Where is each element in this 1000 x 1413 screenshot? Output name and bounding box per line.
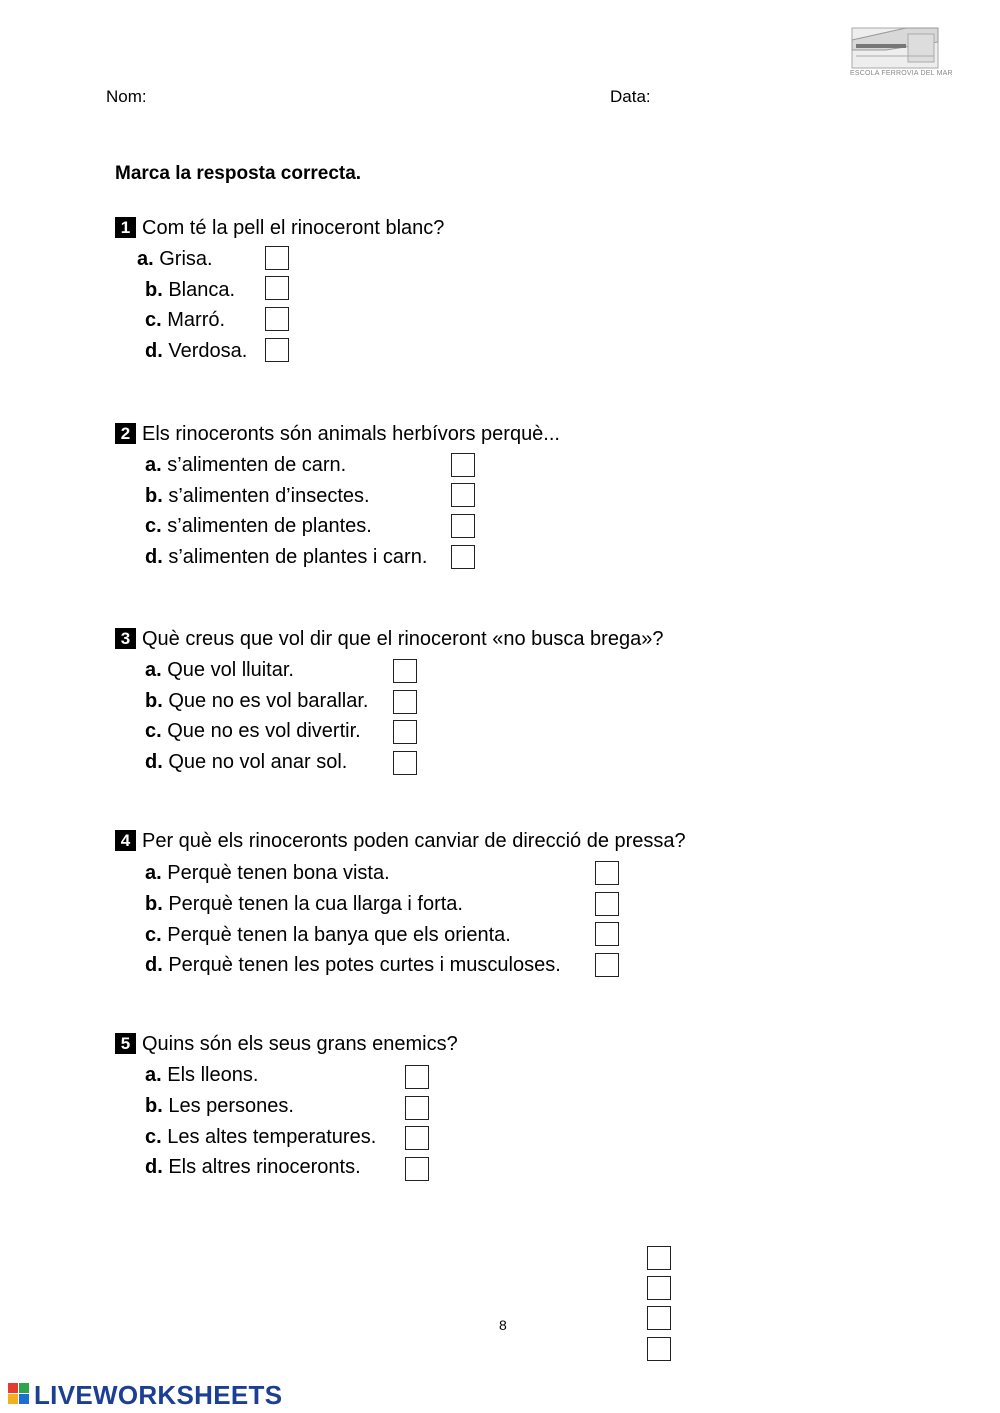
- option-3b: b. Que no es vol barallar.: [145, 690, 369, 712]
- option-2d: d. s’alimenten de plantes i carn.: [145, 546, 428, 568]
- checkbox-5c[interactable]: [405, 1126, 429, 1150]
- option-5d: d. Els altres rinoceronts.: [145, 1156, 361, 1178]
- checkbox-4d[interactable]: [595, 953, 619, 977]
- question-text: Els rinoceronts són animals herbívors perquè...: [142, 423, 560, 445]
- extra-checkbox-2[interactable]: [647, 1276, 671, 1300]
- checkbox-4b[interactable]: [595, 892, 619, 916]
- option-3c: c. Que no es vol divertir.: [145, 720, 361, 742]
- checkbox-3b[interactable]: [393, 690, 417, 714]
- checkbox-1c[interactable]: [265, 307, 289, 331]
- option-3d: d. Que no vol anar sol.: [145, 751, 348, 773]
- liveworksheets-brand: LIVEWORKSHEETS: [34, 1379, 283, 1410]
- checkbox-5b[interactable]: [405, 1096, 429, 1120]
- question-text: Com té la pell el rinoceront blanc?: [142, 217, 445, 239]
- checkbox-2b[interactable]: [451, 483, 475, 507]
- option-4b: b. Perquè tenen la cua llarga i forta.: [145, 893, 463, 915]
- question-number: 2: [115, 423, 136, 444]
- checkbox-5d[interactable]: [405, 1157, 429, 1181]
- date-label: Data:: [610, 87, 651, 106]
- question-text: Quins són els seus grans enemics?: [142, 1033, 458, 1055]
- option-4d: d. Perquè tenen les potes curtes i musculoses.: [145, 954, 561, 976]
- question-3: [115, 628, 663, 651]
- extra-checkbox-1[interactable]: [647, 1246, 671, 1270]
- option-4a: a. Perquè tenen bona vista.: [145, 862, 390, 884]
- option-2c: c. s’alimenten de plantes.: [145, 515, 372, 537]
- question-number: 5: [115, 1033, 136, 1054]
- option-1c: c. Marró.: [145, 309, 226, 331]
- question-number: 3: [115, 628, 136, 649]
- checkbox-4a[interactable]: [595, 861, 619, 885]
- question-text: Per què els rinoceronts poden canviar de direcció de pressa?: [142, 830, 686, 852]
- instruction: Marca la resposta correcta.: [115, 163, 362, 184]
- logo-caption: ESCOLA FERROVIA DEL MAR: [850, 70, 953, 77]
- checkbox-4c[interactable]: [595, 922, 619, 946]
- liveworksheets-footer[interactable]: [8, 1381, 282, 1409]
- question-5: [115, 1033, 458, 1056]
- question-2: [115, 423, 560, 446]
- extra-checkbox-3[interactable]: [647, 1306, 671, 1330]
- option-2a: a. s’alimenten de carn.: [145, 454, 347, 476]
- option-3a: a. Que vol lluitar.: [145, 659, 294, 681]
- question-number: 1: [115, 217, 136, 238]
- option-1d: d. Verdosa.: [145, 340, 248, 362]
- checkbox-1d[interactable]: [265, 338, 289, 362]
- option-4c: c. Perquè tenen la banya que els orienta.: [145, 924, 511, 946]
- liveworksheets-logo-icon: [8, 1383, 30, 1407]
- checkbox-5a[interactable]: [405, 1065, 429, 1089]
- checkbox-3d[interactable]: [393, 751, 417, 775]
- checkbox-2a[interactable]: [451, 453, 475, 477]
- checkbox-3c[interactable]: [393, 720, 417, 744]
- question-1: [115, 217, 444, 240]
- checkbox-1a[interactable]: [265, 246, 289, 270]
- page-number: 8: [499, 1317, 507, 1333]
- checkbox-1b[interactable]: [265, 276, 289, 300]
- option-5b: b. Les persones.: [145, 1095, 294, 1117]
- question-number: 4: [115, 830, 136, 851]
- name-label: Nom:: [106, 87, 147, 106]
- option-1b: b. Blanca.: [145, 279, 236, 301]
- option-2b: b. s’alimenten d’insectes.: [145, 485, 370, 507]
- question-4: [115, 830, 686, 853]
- checkbox-2c[interactable]: [451, 514, 475, 538]
- checkbox-3a[interactable]: [393, 659, 417, 683]
- option-5c: c. Les altes temperatures.: [145, 1126, 377, 1148]
- extra-checkbox-4[interactable]: [647, 1337, 671, 1361]
- option-5a: a. Els lleons.: [145, 1064, 259, 1086]
- question-text: Què creus que vol dir que el rinoceront «no busca brega»?: [142, 628, 664, 650]
- checkbox-2d[interactable]: [451, 545, 475, 569]
- option-1a: a. Grisa.: [137, 248, 213, 270]
